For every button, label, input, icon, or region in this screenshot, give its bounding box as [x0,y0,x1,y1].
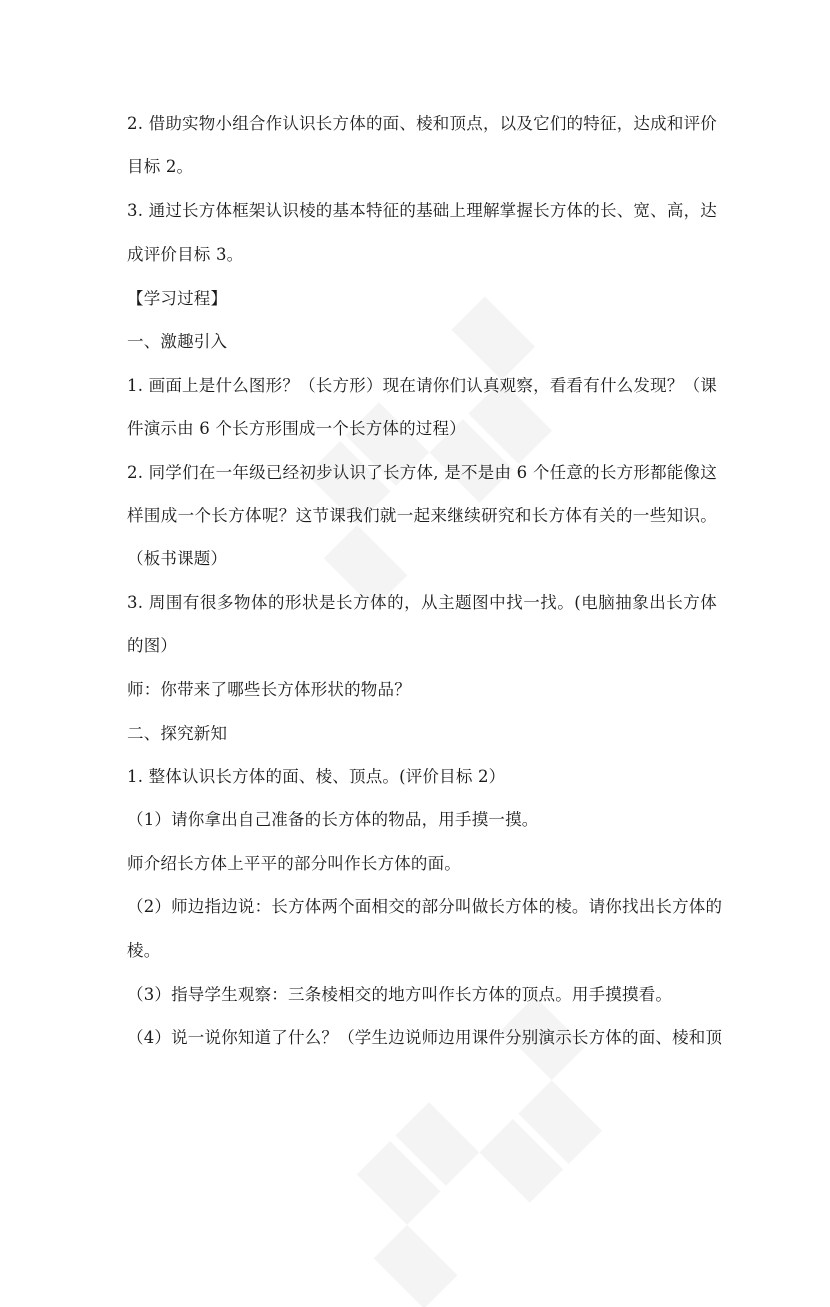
paragraph-line: 师介绍长方体上平平的部分叫作长方体的面。 [127,854,461,873]
paragraph-line: （板书课题） [127,549,228,568]
paragraph-line: 1. 画面上是什么图形？（长方形）现在请你们认真观察，看看有什么发现？（课 [127,376,717,395]
paragraph-line: （4）说一说你知道了什么？（学生边说师边用课件分别演示长方体的面、棱和顶 [127,1028,723,1047]
section-heading: 一、激趣引入 [127,332,228,351]
paragraph-line: 3. 周围有很多物体的形状是长方体的，从主题图中找一找。(电脑抽象出长方体 [127,593,717,612]
paragraph-line: （3）指导学生观察：三条棱相交的地方叫作长方体的顶点。用手摸摸看。 [127,985,673,1004]
paragraph-line: 2. 同学们在一年级已经初步认识了长方体, 是不是由 6 个任意的长方形都能像这 [127,463,717,482]
paragraph-line: 2. 借助实物小组合作认识长方体的面、棱和顶点，以及它们的特征，达成和评价 [127,114,717,133]
paragraph-line: （2）师边指边说：长方体两个面相交的部分叫做长方体的棱。请你找出长方体的 [127,897,723,916]
paragraph-line: 的图） [127,636,178,655]
paragraph-line: （1）请你拿出自己准备的长方体的物品，用手摸一摸。 [127,810,539,829]
paragraph-line: 棱。 [127,941,161,960]
section-heading: 【学习过程】 [127,289,228,308]
paragraph-line: 1. 整体认识长方体的面、棱、顶点。(评价目标 2） [127,767,506,786]
paragraph-line: 样围成一个长方体呢？这节课我们就一起来继续研究和长方体有关的一些知识。 [127,506,717,525]
paragraph-line: 成评价目标 3。 [127,245,244,264]
paragraph-line: 目标 2。 [127,157,194,176]
paragraph-line: 3. 通过长方体框架认识棱的基本特征的基础上理解掌握长方体的长、宽、高，达 [127,201,717,220]
paragraph-line: 师：你带来了哪些长方体形状的物品？ [127,680,411,699]
paragraph-line: 件演示由 6 个长方形围成一个长方体的过程） [127,419,466,438]
section-heading: 二、探究新知 [127,724,228,743]
